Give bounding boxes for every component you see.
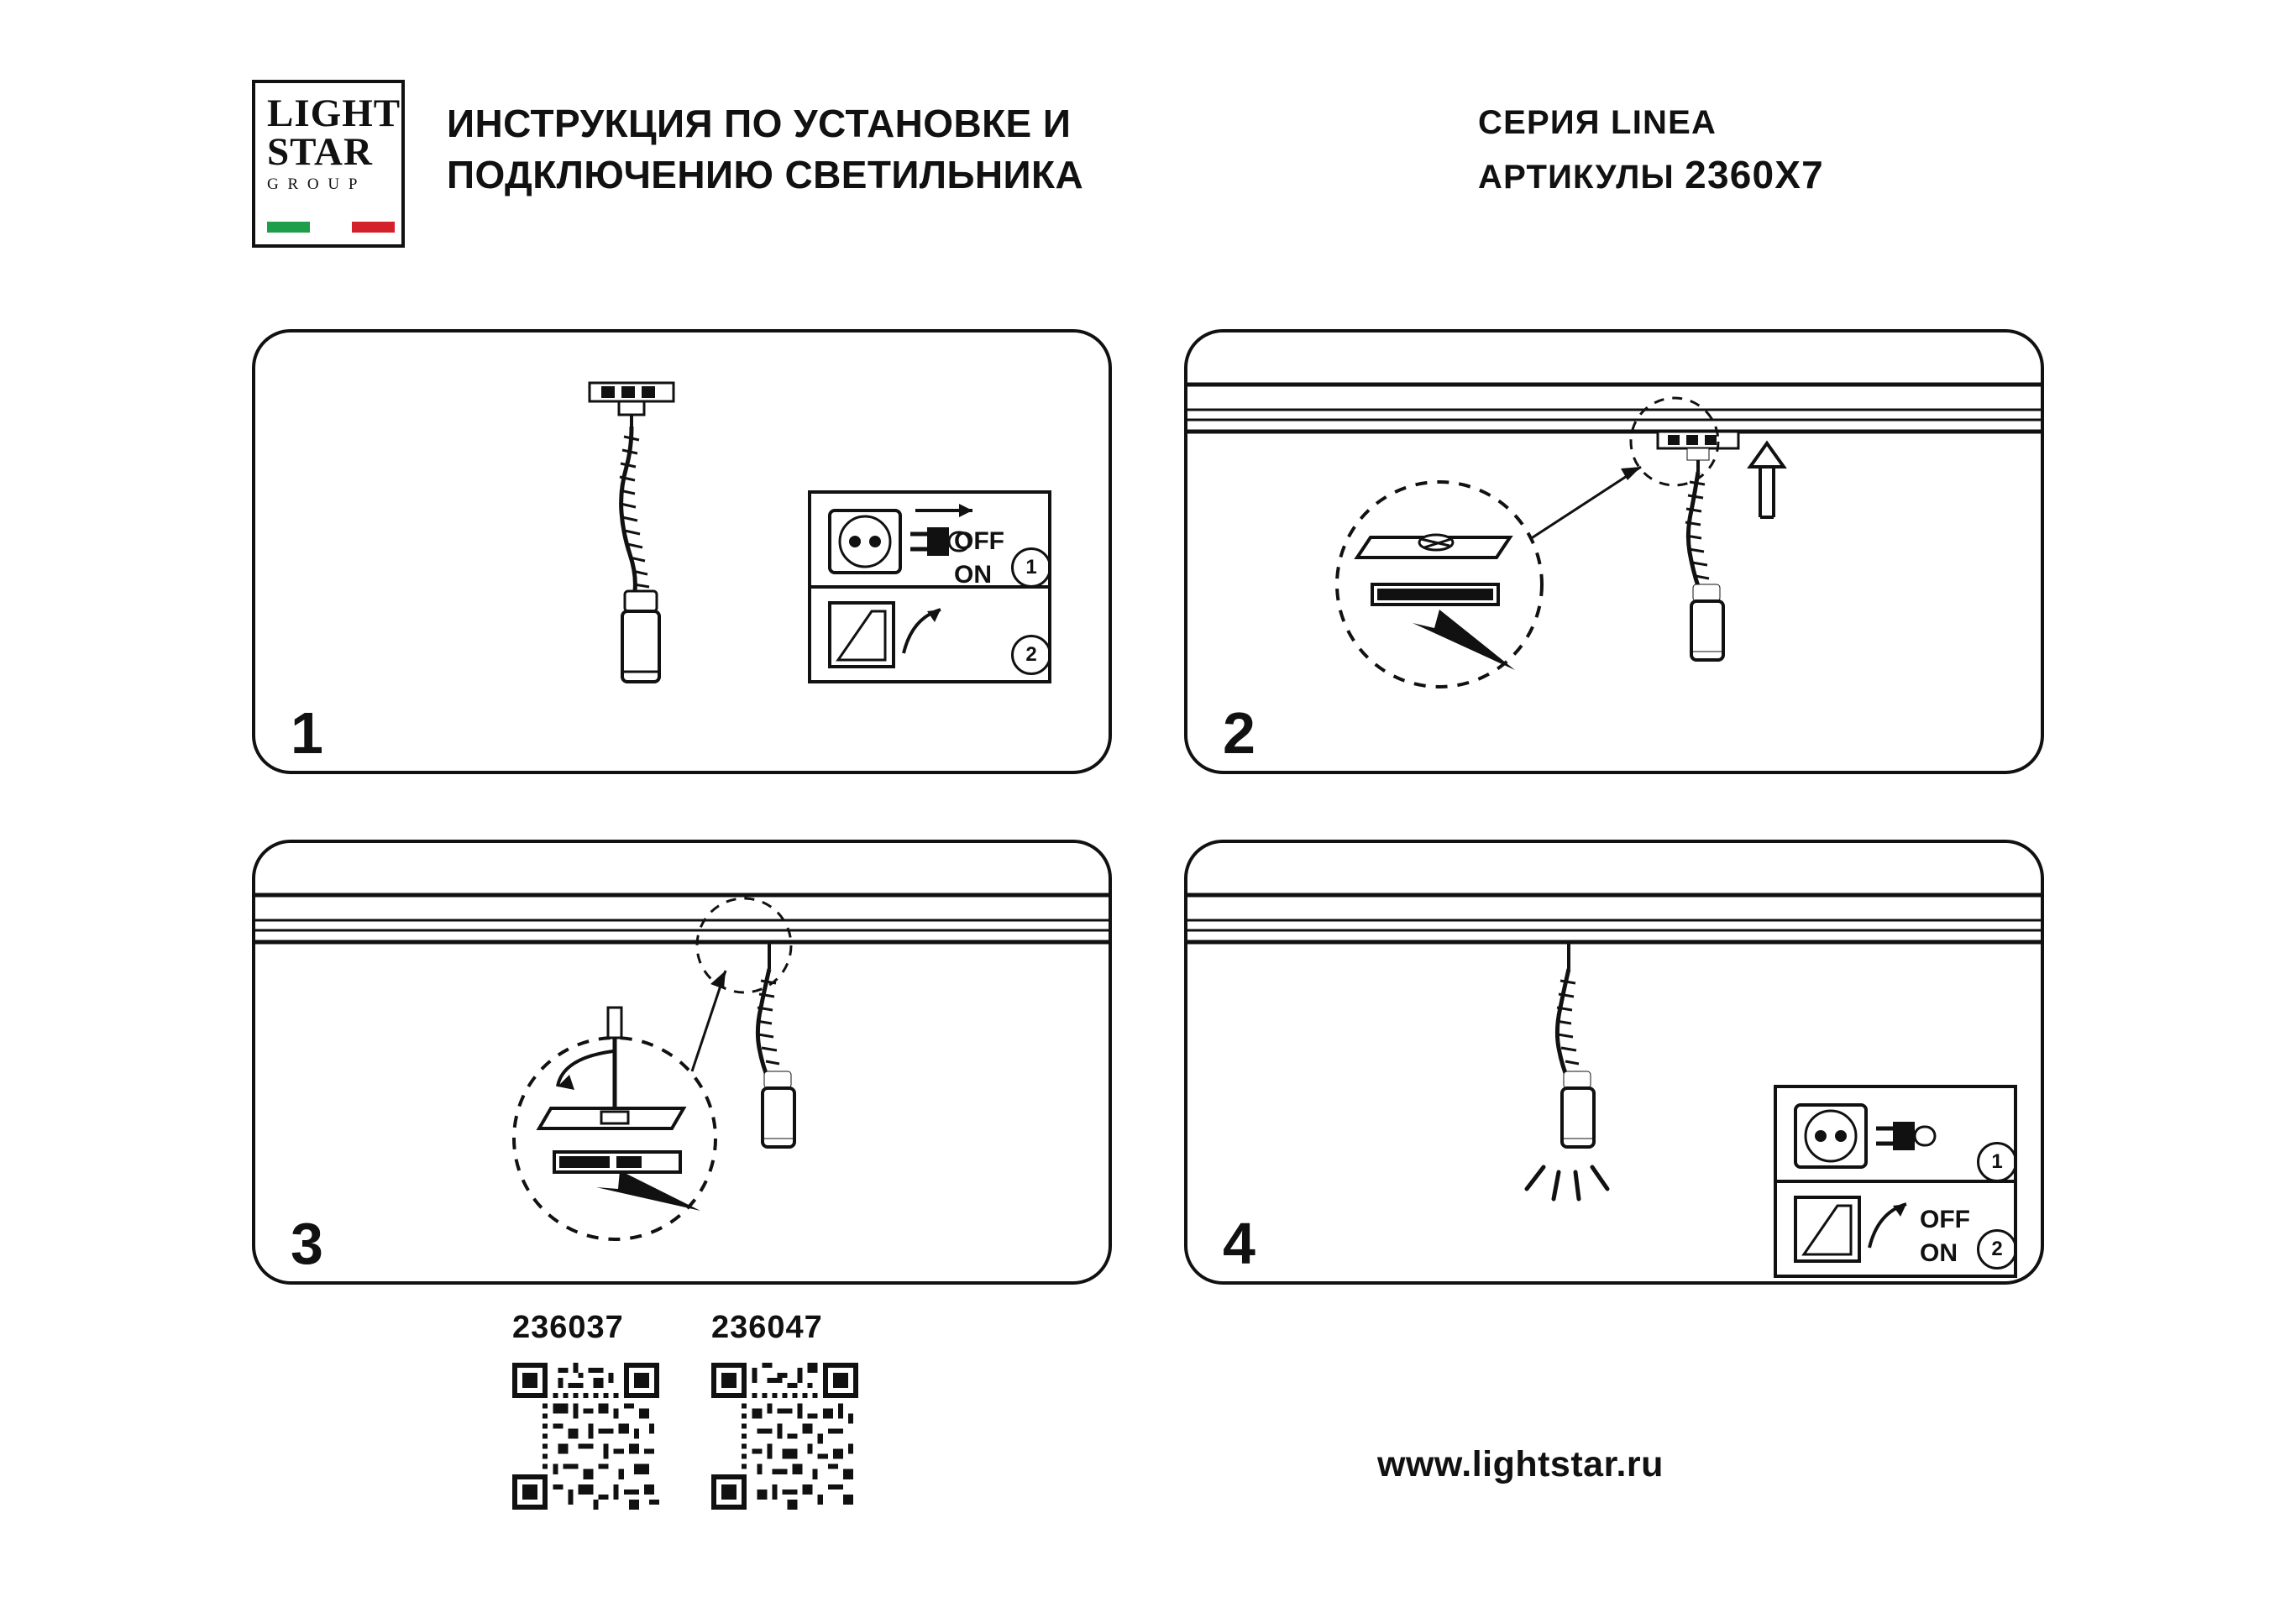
- step-panel-2: [1184, 329, 2044, 774]
- website-url[interactable]: www.lightstar.ru: [1377, 1444, 1664, 1484]
- legend-step-badge-2: 2: [1977, 1229, 2017, 1270]
- articles-label: АРТИКУЛЫ: [1478, 159, 1675, 196]
- product-code-label-2: 236047: [711, 1310, 823, 1345]
- qr-code-236047[interactable]: [711, 1363, 858, 1510]
- product-codes: [512, 1310, 899, 1510]
- product-code-label-1: 236037: [512, 1310, 624, 1345]
- step-number-2: 2: [1223, 700, 1255, 766]
- brand-logo: [252, 80, 405, 248]
- legend-step-badge-1: 1: [1977, 1142, 2017, 1182]
- step-number-3: 3: [291, 1211, 323, 1276]
- step-number-1: 1: [291, 700, 323, 766]
- legend-step-badge-1: 1: [1011, 547, 1051, 588]
- footer: [0, 1310, 2296, 1587]
- legend-on-label-4: ON: [1920, 1239, 1958, 1267]
- qr-code-236037[interactable]: [512, 1363, 659, 1510]
- step-4-illustration: [1187, 843, 2044, 1285]
- step-panel-1: [252, 329, 1112, 774]
- series-label: СЕРИЯ LINEA: [1478, 104, 1717, 141]
- step-panel-3: [252, 840, 1112, 1285]
- step-2-illustration: [1187, 332, 2044, 774]
- articles-line: [1478, 147, 2066, 203]
- legend-step-badge-2: 2: [1011, 635, 1051, 675]
- legend-off-label-4: OFF: [1920, 1206, 1970, 1233]
- step-number-4: 4: [1223, 1211, 1255, 1276]
- articles-value: 2360X7: [1685, 153, 1824, 196]
- legend-on-label-1: ON: [954, 561, 992, 589]
- logo-line-group: G R O U P: [267, 175, 360, 194]
- legend-off-label-1: OFF: [954, 527, 1004, 555]
- step-3-illustration: [255, 843, 1112, 1285]
- italian-flag-icon: [267, 222, 395, 233]
- series-info: [1478, 98, 2066, 203]
- logo-line-star: STAR: [267, 130, 373, 175]
- page-title: ИНСТРУКЦИЯ ПО УСТАНОВКЕ И ПОДКЛЮЧЕНИЮ СВЕТИЛЬНИКА: [447, 102, 1084, 196]
- step-panel-4: [1184, 840, 2044, 1285]
- logo-line-light: LIGHT: [267, 92, 401, 135]
- header: [252, 80, 2057, 248]
